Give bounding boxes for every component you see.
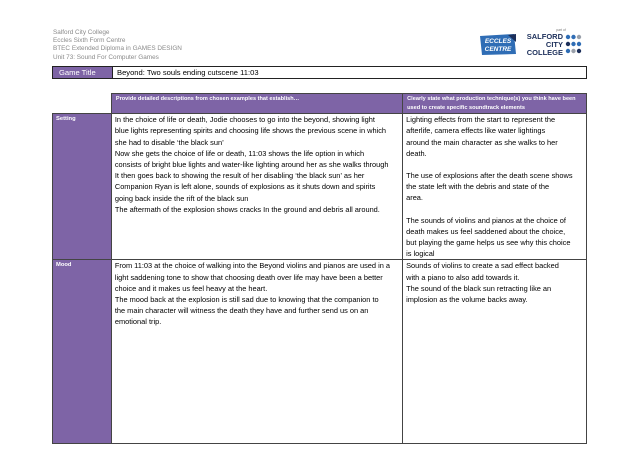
header-line-unit: Unit 73: Sound For Computer Games	[53, 53, 159, 61]
mood-desc-line: From 11:03 at the choice of walking into the Beyond violins and pianos are used in a	[114, 261, 390, 271]
header-blank-cell	[53, 94, 112, 114]
setting-tech-line: but playing the game helps us see why this choice	[406, 238, 571, 248]
setting-tech-line: around the main character as she walks to her	[406, 137, 558, 147]
setting-tech-spacer	[406, 204, 583, 215]
header-descriptions: Provide detailed descriptions from chosen examples that establish…	[111, 94, 402, 114]
game-title-row	[52, 66, 587, 79]
setting-tech-line: the state left with the debris and state of the	[406, 182, 550, 192]
setting-desc-line: Now she gets the choice of life or death, 11:03 shows the life option in which	[114, 148, 365, 158]
mood-desc-line: choice and it makes us feel heavy at the heart.	[114, 283, 268, 293]
logo-city-word: CITY	[545, 40, 563, 49]
mood-desc-line: light saddening tone to show that choosing death over life may have been a better	[114, 272, 383, 282]
setting-tech-spacer	[406, 159, 583, 170]
setting-tech-line: The sounds of violins and pianos at the choice of	[406, 215, 566, 225]
setting-technique-cell	[403, 114, 587, 260]
setting-desc-line: blue lights representing spirits and choosing life shows the previous scene in which	[114, 126, 386, 136]
setting-tech-line: is logical	[406, 249, 435, 259]
logo-eccles-word: ECCLES	[484, 38, 512, 45]
eccles-centre-logo	[478, 34, 518, 56]
setting-desc-line: The aftermath of the explosion shows cracks In the ground and debris all around.	[114, 204, 380, 214]
setting-desc-line: It then goes back to showing the result of her disabling ‘the black sun’ as her	[114, 171, 365, 181]
logo-salford-word: SALFORD	[526, 32, 563, 41]
logo-part-of: part of	[556, 28, 566, 32]
header-line-course: BTEC Extended Diploma in GAMES DESIGN	[53, 45, 182, 53]
setting-tech-line: Lighting effects from the start to represent the	[406, 115, 556, 125]
mood-tech-line: implosion as the volume backs away.	[406, 295, 528, 305]
game-title-label: Game Title	[53, 67, 113, 78]
mood-tech-line: with a piano to also add towards it.	[406, 272, 520, 282]
mood-tech-line: Sounds of violins to create a sad effect backed	[406, 261, 559, 271]
row-label-setting: Setting	[53, 114, 112, 260]
setting-tech-line: area.	[406, 193, 423, 203]
analysis-table	[52, 93, 587, 444]
logo-dots-icon	[566, 35, 581, 53]
logo-centre-word: CENTRE	[484, 46, 512, 53]
document-header	[53, 29, 182, 62]
mood-desc-line: The mood back at the explosion is still sad due to knowing that the companion to	[114, 295, 379, 305]
setting-tech-line: The use of explosions after the death scene shows	[406, 171, 573, 180]
table-header-row	[53, 94, 587, 114]
row-label-mood: Mood	[53, 260, 112, 444]
setting-tech-line: death.	[406, 148, 427, 158]
header-techniques: Clearly state what production technique(s) you think have been used to create specific soundtrack elements	[403, 94, 587, 114]
header-line-college: Salford City College	[53, 29, 110, 36]
logo-college-word: COLLEGE	[526, 48, 563, 57]
setting-desc-line: going back inside the rift of the black sun	[114, 193, 249, 203]
mood-technique-cell	[403, 260, 587, 444]
salford-city-college-logo	[523, 27, 585, 61]
game-title-value: Beyond: Two souls ending cutscene 11:03	[117, 68, 259, 77]
setting-tech-line: death makes us feel saddened about the choice,	[406, 226, 566, 236]
setting-desc-line: In the choice of life or death, Jodie chooses to go into the beyond, showing light	[114, 115, 375, 125]
setting-description-cell	[111, 114, 402, 260]
setting-tech-line: afterlife, camera effects like water lightings	[406, 126, 546, 136]
mood-desc-line: emotional trip.	[114, 317, 162, 327]
mood-desc-line: the main character will witness the death they have and further send us on an	[114, 306, 369, 316]
header-line-centre: Eccles Sixth Form Centre	[53, 37, 126, 45]
mood-tech-line: The sound of the black sun retracting like an	[406, 283, 552, 293]
table-row-setting	[53, 114, 587, 260]
setting-desc-line: she had to disable ‘the black sun’	[114, 137, 224, 147]
setting-desc-line: consists of bright blue lights and water-like lighting around her as she walks through	[114, 160, 389, 169]
table-row-mood	[53, 260, 587, 444]
setting-desc-line: Companion Ryan is left alone, sounds of explosions as it shuts down and spirits	[114, 182, 376, 192]
mood-description-cell	[111, 260, 402, 444]
